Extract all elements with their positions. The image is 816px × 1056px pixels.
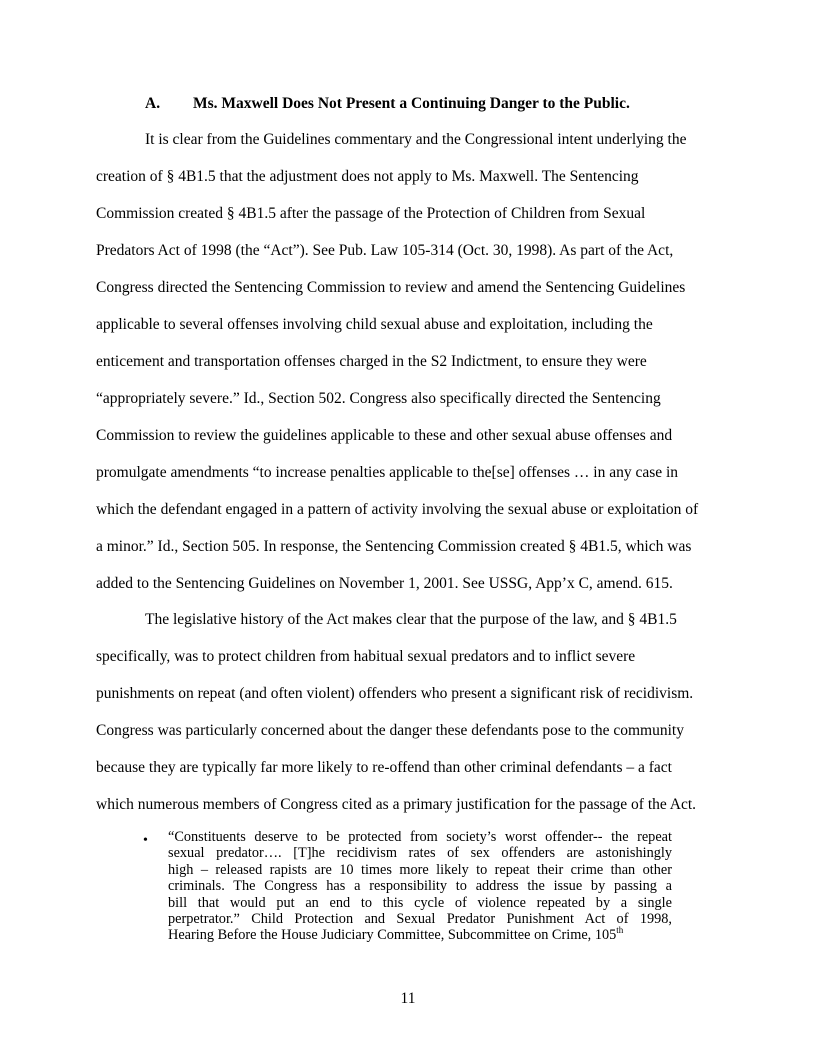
- text-line: applicable to several offenses involving child sexual abuse and exploitation, including the: [96, 316, 653, 333]
- section-number: A.: [145, 95, 161, 112]
- text-line: Congress was particularly concerned about the danger these defendants pose to the community: [96, 722, 684, 739]
- text-line: promulgate amendments “to increase penalties applicable to the[se] offenses … in any case in: [96, 464, 679, 481]
- quote-line: criminals. The Congress has a responsibility to address the issue by passing a: [168, 878, 672, 895]
- text-line: It is clear from the Guidelines commentary and the Congressional intent underlying the: [145, 131, 687, 148]
- quote-line: high – released rapists are 10 times more likely to repeat their crime than other: [168, 861, 672, 878]
- text-line: punishments on repeat (and often violent) offenders who present a significant risk of recidivism.: [96, 685, 694, 702]
- text-line: which the defendant engaged in a pattern of activity involving the sexual abuse or exploitation of: [96, 501, 699, 518]
- section-heading: [145, 95, 630, 113]
- text-line: Congress directed the Sentencing Commission to review and amend the Sentencing Guidelines: [96, 279, 686, 296]
- section-title: Ms. Maxwell Does Not Present a Continuing Danger to the Public.: [193, 95, 630, 112]
- text-line: Predators Act of 1998 (the “Act”). See Pub. Law 105-314 (Oct. 30, 1998). As part of the Act,: [96, 242, 674, 259]
- text-line: which numerous members of Congress cited as a primary justification for the passage of the Act.: [96, 796, 697, 813]
- text-line: added to the Sentencing Guidelines on November 1, 2001. See USSG, App’x C, amend. 615.: [96, 575, 673, 592]
- block-quote: [168, 829, 672, 944]
- text-line: a minor.” Id., Section 505. In response, the Sentencing Commission created § 4B1.5, which was: [96, 538, 692, 555]
- page-number: 11: [400, 990, 416, 1007]
- quote-line: “Constituents deserve to be protected from society’s worst offender-- the repeat: [168, 829, 672, 845]
- text-line: Commission to review the guidelines applicable to these and other sexual abuse offenses and: [96, 427, 673, 444]
- quote-line: perpetrator.” Child Protection and Sexual Predator Punishment Act of 1998,: [168, 910, 672, 927]
- text-line: specifically, was to protect children from habitual sexual predators and to inflict severe: [96, 648, 636, 665]
- quote-line: bill that would put an end to this cycle of violence repeated by a single: [168, 894, 672, 911]
- text-line: enticement and transportation offenses charged in the S2 Indictment, to ensure they were: [96, 353, 647, 370]
- bullet-icon: •: [143, 833, 148, 848]
- text-line: “appropriately severe.” Id., Section 502. Congress also specifically directed the Sentencing: [96, 390, 661, 407]
- text-line: The legislative history of the Act makes clear that the purpose of the law, and § 4B1.5: [145, 611, 677, 628]
- ordinal-superscript: th: [616, 925, 624, 936]
- quote-line: Hearing Before the House Judiciary Committee, Subcommittee on Crime, 105: [168, 927, 617, 944]
- quote-line: sexual predator…. [T]he recidivism rates of sex offenders are astonishingly: [168, 845, 672, 862]
- text-line: because they are typically far more likely to re-offend than other criminal defendants – a fact: [96, 759, 672, 776]
- text-line: Commission created § 4B1.5 after the passage of the Protection of Children from Sexual: [96, 205, 646, 222]
- quote-line-last: [168, 927, 672, 943]
- text-line: creation of § 4B1.5 that the adjustment does not apply to Ms. Maxwell. The Sentencing: [96, 168, 639, 185]
